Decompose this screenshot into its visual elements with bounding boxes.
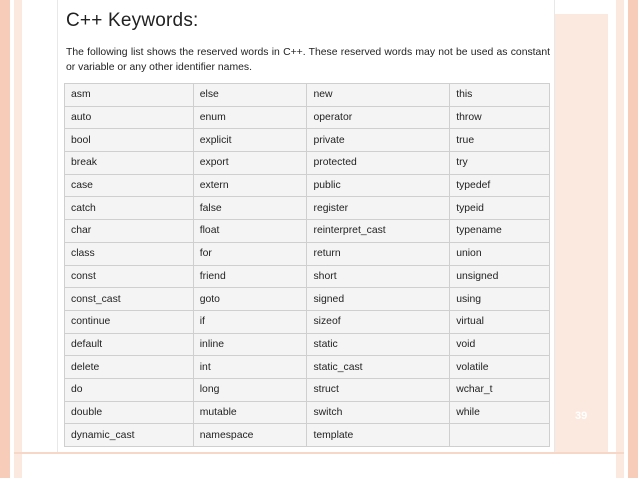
table-row [65,106,550,129]
keyword-cell: operator [307,106,450,129]
keyword-cell: long [193,378,307,401]
keyword-cell: struct [307,378,450,401]
keyword-cell: protected [307,152,450,175]
slide-content-card [57,0,555,452]
keyword-cell: short [307,265,450,288]
keyword-cell: wchar_t [450,378,550,401]
keyword-cell: for [193,242,307,265]
table-row [65,174,550,197]
keyword-cell: extern [193,174,307,197]
keyword-cell: virtual [450,310,550,333]
keyword-cell: static [307,333,450,356]
keyword-cell: switch [307,401,450,424]
keyword-cell: signed [307,288,450,311]
keyword-cell: false [193,197,307,220]
keyword-cell: register [307,197,450,220]
keyword-cell: unsigned [450,265,550,288]
keyword-cell: const [65,265,194,288]
keyword-cell: if [193,310,307,333]
keyword-cell: asm [65,84,194,107]
keyword-cell: throw [450,106,550,129]
keyword-cell: friend [193,265,307,288]
keyword-cell: typeid [450,197,550,220]
table-row [65,242,550,265]
keyword-cell: typedef [450,174,550,197]
table-row [65,220,550,243]
table-row [65,288,550,311]
keyword-cell: inline [193,333,307,356]
table-row [65,129,550,152]
slide-title: C++ Keywords: [66,10,199,31]
keyword-cell: explicit [193,129,307,152]
keyword-cell: using [450,288,550,311]
table-row [65,152,550,175]
keyword-cell: default [65,333,194,356]
keyword-cell: goto [193,288,307,311]
keyword-cell: continue [65,310,194,333]
keyword-cell: auto [65,106,194,129]
keyword-cell: sizeof [307,310,450,333]
keyword-cell [450,424,550,447]
keyword-cell: export [193,152,307,175]
keyword-cell: template [307,424,450,447]
right-inner-band [616,0,624,478]
keyword-cell: do [65,378,194,401]
keyword-cell: while [450,401,550,424]
left-decorative-band [0,0,10,478]
keyword-cell: case [65,174,194,197]
keyword-cell: char [65,220,194,243]
right-decorative-band [628,0,638,478]
keyword-cell: public [307,174,450,197]
keyword-cell: catch [65,197,194,220]
right-decorative-panel [553,14,608,452]
keyword-cell: namespace [193,424,307,447]
keyword-cell: volatile [450,356,550,379]
keyword-cell: int [193,356,307,379]
table-row [65,310,550,333]
keyword-cell: else [193,84,307,107]
keyword-cell: typename [450,220,550,243]
keyword-cell: const_cast [65,288,194,311]
slide-number: 39 [575,410,588,422]
keyword-cell: bool [65,129,194,152]
keyword-cell: delete [65,356,194,379]
table-row [65,265,550,288]
table-row [65,333,550,356]
keyword-cell: class [65,242,194,265]
keyword-cell: void [450,333,550,356]
keyword-cell: union [450,242,550,265]
keyword-cell: static_cast [307,356,450,379]
table-row [65,424,550,447]
table-row [65,356,550,379]
keyword-cell: private [307,129,450,152]
keyword-cell: this [450,84,550,107]
table-row [65,197,550,220]
keyword-cell: double [65,401,194,424]
keyword-cell: reinterpret_cast [307,220,450,243]
keyword-cell: try [450,152,550,175]
keyword-cell: dynamic_cast [65,424,194,447]
keyword-cell: break [65,152,194,175]
left-inner-band [14,0,22,478]
keyword-cell: mutable [193,401,307,424]
table-row [65,378,550,401]
keyword-cell: return [307,242,450,265]
keywords-table-body [65,84,550,447]
keyword-cell: enum [193,106,307,129]
table-row [65,84,550,107]
keyword-cell: new [307,84,450,107]
bottom-divider [14,452,624,454]
table-row [65,401,550,424]
keyword-cell: float [193,220,307,243]
keyword-cell: true [450,129,550,152]
keywords-table [64,83,550,447]
slide-description: The following list shows the reserved words in C++. These reserved words may not be used as constant or variable or any other identifier names. [66,47,550,73]
